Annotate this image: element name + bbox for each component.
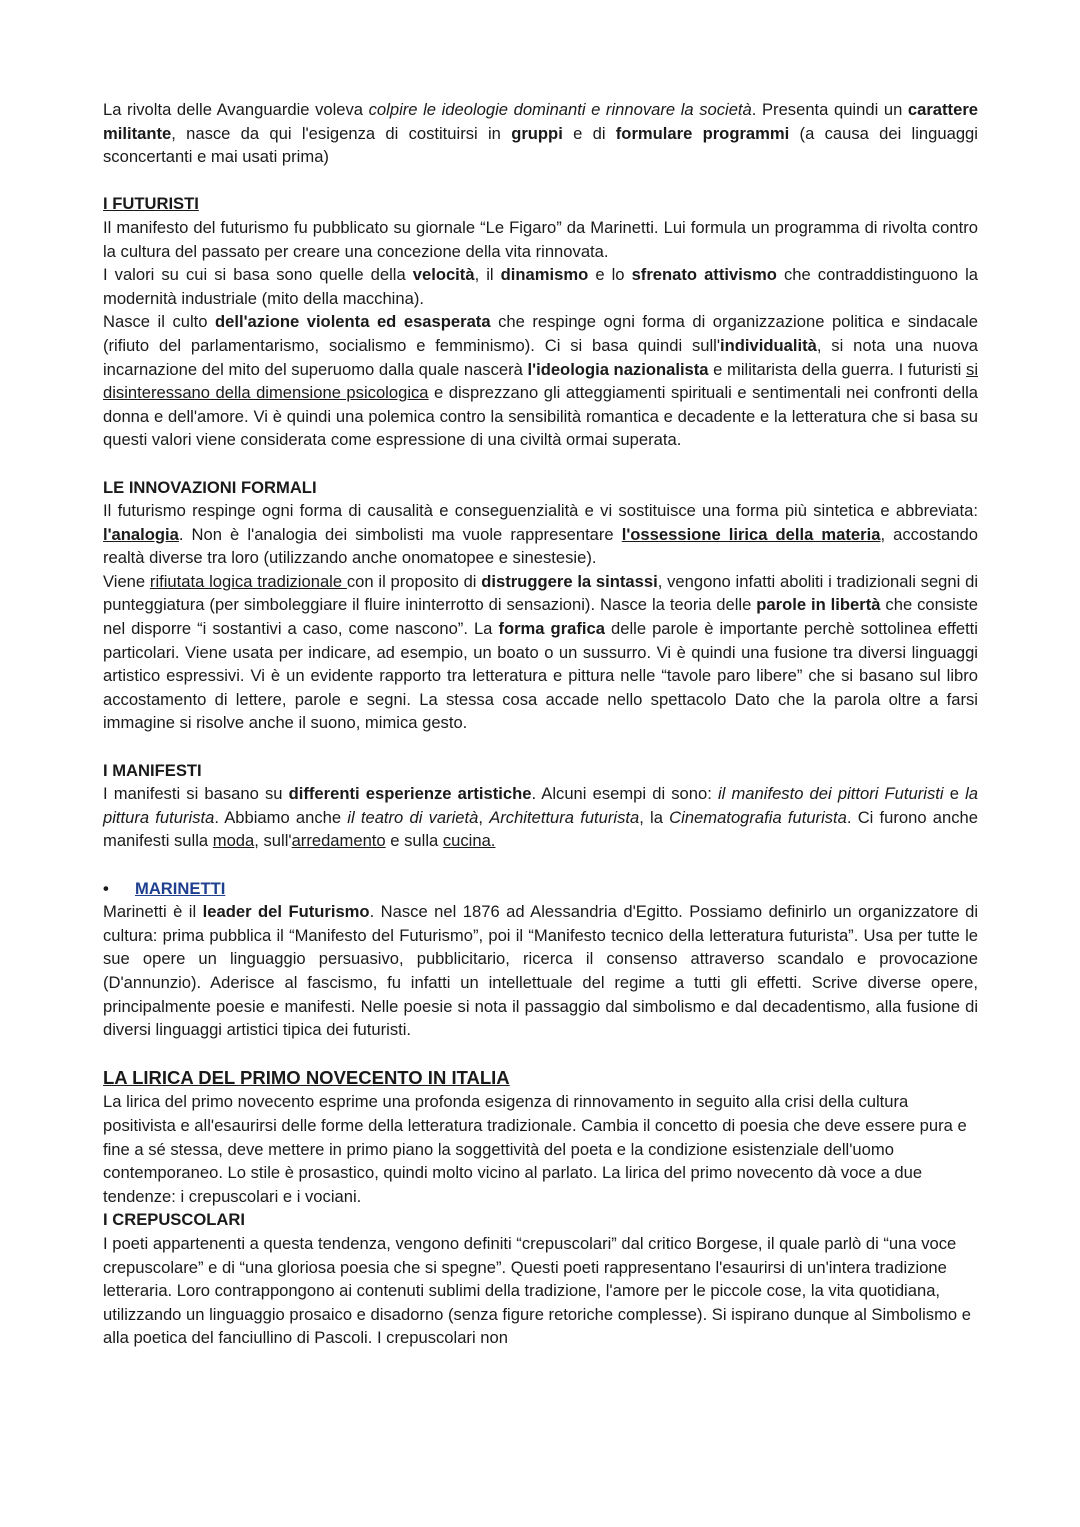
innovazioni-heading: LE INNOVAZIONI FORMALI <box>103 477 317 497</box>
crepuscolari-paragraph: I poeti appartenenti a questa tendenza, vengono definiti “crepuscolari” dal critico Borgese, il quale parlò di “una voce crepuscolare” e di “una gloriosa poesia che si spegne”. Questi poeti rappresentano l'esaurirsi di un'intera tradizione letteraria. Loro contrappongono ai contenuti sublimi della tradizione, l'amore per le piccole cose, la vita quotidiana, utilizzando un linguaggio prosaico e disadorno (senza figure retoriche complesse). Si ispirano dunque al Simbolismo e alla poetica del fanciullino di Pascoli. I crepuscolari non <box>103 1233 971 1348</box>
innovazioni-paragraph-1: Il futurismo respinge ogni forma di causalità e conseguenzialità e vi sostituisce una forma più sintetica e abbreviata: l'analogia. Non è l'analogia dei simbolisti ma vuole rappresentare l'ossessione lirica della materia, accostando realtà diverse tra loro (utilizzando anche onomatopee e sinestesie). <box>103 501 979 568</box>
manifesti-heading: I MANIFESTI <box>103 760 202 780</box>
futuristi-paragraph-1: Il manifesto del futurismo fu pubblicato su giornale “Le Figaro” da Marinetti. Lui formula un programma di rivolta contro la cultura del passato per creare una concezione della vita rinnovata. <box>103 217 978 261</box>
innovazioni-paragraph-2: Viene rifiutata logica tradizionale con il proposito di distruggere la sintassi, vengono infatti aboliti i tradizionali segni di punteggiatura (per simboleggiare il fluire ininterrotto di sensazioni). Nasce la teoria delle parole in libertà che consiste nel disporre “i sostantivi a caso, come nascono”. La forma grafica delle parole è importante perchè sottolinea effetti particolari. Viene usata per indicare, ad esempio, un boato o un sussurro. Vi è quindi una fusione tra diversi linguaggi artistico espressivi. Vi è un evidente rapporto tra letteratura e pittura nelle “tavole paro libere” che si basano sul libro accostamento di lettere, parole e segni. La stessa cosa accade nello spettacolo Dato che la parola oltre a farsi immagine si risolve anche il suono, mimica gesto. <box>103 571 979 733</box>
crepuscolari-heading: I CREPUSCOLARI <box>103 1210 245 1230</box>
manifesti-paragraph: I manifesti si basano su differenti esperienze artistiche. Alcuni esempi di sono: il manifesto dei pittori Futuristi e la pittura futurista. Abbiamo anche il teatro di varietà, Architettura futurista, la Cinematografia futurista. Ci furono anche manifesti sulla moda, sull'arredamento e sulla cucina. <box>103 784 979 851</box>
lirica-paragraph: La lirica del primo novecento esprime una profonda esigenza di rinnovamento in seguito alla crisi della cultura positivista e all'esaurirsi delle forme della letteratura tradizionale. Cambia il concetto di poesia che deve essere pura e fine a sé stessa, deve mettere in primo piano la soggettività del poeta e la condizione esistenziale dell'uomo contemporaneo. Lo stile è prosastico, quindi molto vicino al parlato. La lirica del primo novecento dà voce a due tendenze: i crepuscolari e i vociani. <box>103 1092 967 1206</box>
marinetti-link[interactable]: MARINETTI <box>135 878 226 898</box>
futuristi-heading: I FUTURISTI <box>103 194 199 214</box>
bullet-icon: • <box>103 878 109 898</box>
intro-paragraph: La rivolta delle Avanguardie voleva colpire le ideologie dominanti e rinnovare la società. Presenta quindi un carattere militante, nasce da qui l'esigenza di costituirsi in gruppi e di formulare programmi (a causa dei linguaggi sconcertanti e mai usati prima) <box>103 100 979 167</box>
marinetti-bullet-item <box>103 877 978 901</box>
futuristi-paragraph-3: Nasce il culto dell'azione violenta ed esasperata che respinge ogni forma di organizzazione politica e sindacale (rifiuto del parlamentarismo, socialismo e femminismo). Ci si basa quindi sull'individualità, si nota una nuova incarnazione del mito del superuomo dalla quale nascerà l'ideologia nazionalista e militarista della guerra. I futuristi si disinteressano della dimensione psicologica e disprezzano gli atteggiamenti spirituali e sentimentali nei confronti della donna e dell'amore. Vi è quindi una polemica contro la sensibilità romantica e decadente e la letteratura che si basa su questi valori viene considerata come espressione di una civiltà ormai superata. <box>103 312 978 450</box>
lirica-heading: LA LIRICA DEL PRIMO NOVECENTO IN ITALIA <box>103 1067 510 1089</box>
futuristi-paragraph-2: I valori su cui si basa sono quelle della velocità, il dinamismo e lo sfrenato attivismo che contraddistinguono la modernità industriale (mito della macchina). <box>103 265 978 308</box>
document-page <box>103 98 978 1350</box>
marinetti-paragraph: Marinetti è il leader del Futurismo. Nasce nel 1876 ad Alessandria d'Egitto. Possiamo definirlo un organizzatore di cultura: prima pubblica il “Manifesto del Futurismo”, poi il “Manifesto tecnico della letteratura futurista”. Usa per tutte le sue opere un linguaggio persuasivo, pubblicitario, ricerca il consenso attraverso scandalo e provocazione (D'annunzio). Aderisce al fascismo, fu infatti un intellettuale del regime a tutti gli effetti. Scrive diverse opere, principalmente poesie e manifesti. Nelle poesie si nota il passaggio dal simbolismo e dal decadentismo, alla fusione di diversi linguaggi artistici tipica dei futuristi. <box>103 902 979 1040</box>
